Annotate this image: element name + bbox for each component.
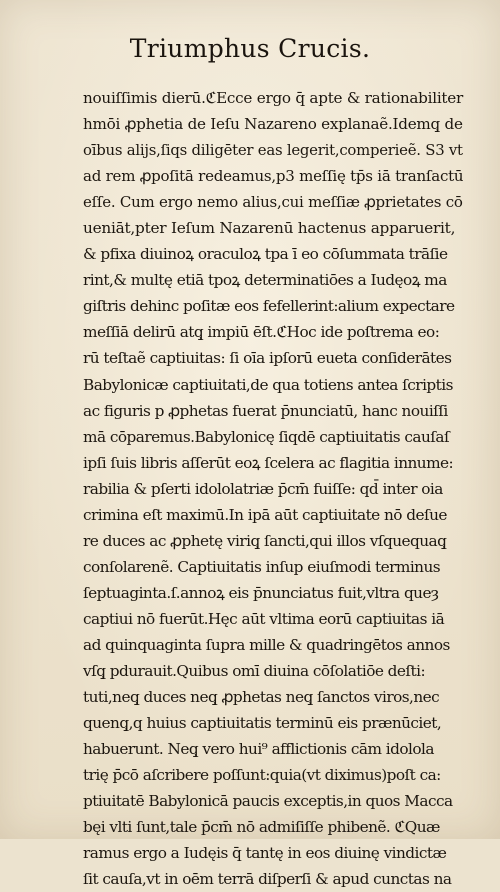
text-line: habuerunt. Neq̧ vero hui⁹ afflictionis cām idolola bbox=[83, 740, 434, 759]
text-line: eſſe. Cum ergo nemo alius,cui meſſiæ ꝓprietates cō bbox=[83, 193, 463, 212]
text-line: hmōi ꝓphetia de Ieſu Nazareno explanaẽ.Idemq̧ de bbox=[83, 115, 463, 134]
text-line: ſit cauſa,vt in oēm terrā diſperſi & apud cunctas na bbox=[83, 870, 452, 889]
text-line: ad quinquaginta ſupra mille & quadringētos annos bbox=[83, 635, 450, 654]
running-title: Triumphus Crucis. bbox=[129, 34, 371, 63]
text-line: re duces ac ꝓphetę viriq̧ ſancti,qui illos vſquequaq̧ bbox=[83, 531, 447, 550]
text-line: rabilia & pſerti idololatriæ p̄cm̄ fuiſſe: qd̄ inter oia bbox=[83, 479, 443, 498]
text-line: rint,& multę etiā tpoꝝ determinatiōes a Iudęoꝝ ma bbox=[83, 271, 447, 290]
text-line: trię p̄cō aſcribere poſſunt:quia(vt diximus)poſt ca: bbox=[83, 766, 441, 785]
text-line: ramus ergo a Iudęis q̄ tantę in eos diuinę vindictæ bbox=[83, 844, 447, 863]
text-line: ptiuitatē Babylonicā paucis exceptis,in quos Macca bbox=[83, 792, 453, 811]
text-line: ueniāt,pter Ieſum Nazarenū hactenus apparuerit, bbox=[83, 219, 456, 238]
text-line: oībus alijs,ſiqs diligēter eas legerit,comperieẽ. S3 vt bbox=[83, 141, 463, 160]
text-line: Babylonicæ captiuitati,de qua totiens antea ſcriptis bbox=[83, 375, 453, 394]
text-line: conſolarenẽ. Captiuitatis inſup eiuſmodi terminus bbox=[83, 557, 441, 576]
text-line: captiui nō fuerūt.Hęc aūt vltima eorū captiuitas iā bbox=[83, 609, 445, 628]
text-line: nouiſſimis dierū.ℭEcce ergo q̄ apte & rationabiliter bbox=[83, 89, 464, 107]
text-line: ac figuris p ꝓphetas fuerat p̄nunciatū, hanc nouiſſi bbox=[83, 401, 448, 420]
text-line: vſq̧ pdurauit.Quibus omī diuina cōſolatiōe deſti: bbox=[83, 662, 426, 681]
text-line: meſſiā delirū atq̧ impiū ēſt.ℭHoc ide poſtrema eo: bbox=[83, 323, 440, 342]
text-line: quenq̧,q huius captiuitatis terminū eis prænūciet, bbox=[83, 714, 442, 733]
text-line: crimina eſt maximū.In ipā aūt captiuitate nō deſue bbox=[83, 505, 447, 524]
text-line: ipſi ſuis libris aſſerūt eoꝝ ſcelera ac flagitia innume: bbox=[83, 453, 454, 472]
text-line: ad rem ꝓpoſitā redeamus,p3 meſſię tp̄s iā tranſactū bbox=[83, 167, 464, 186]
text-line: ſeptuaginta.ſ.annoꝝ eis p̄nunciatus fuit,vltra queȝ bbox=[83, 583, 439, 602]
text-line: rū teſtaẽ captiuitas: ſi oīa ipſorū eueta conſiderātes bbox=[83, 349, 452, 368]
text-block bbox=[83, 85, 463, 892]
running-head bbox=[0, 34, 500, 63]
text-line: & pfixa diuinoꝝ oraculoꝝ tpa ī eo cōſummata trāſie bbox=[83, 245, 448, 264]
text-line: tuti,neq̧ duces neq̧ ꝓphetas neq̧ ſanctos viros,nec bbox=[83, 688, 440, 707]
text-line: bęi vlti ſunt,tale p̄cm̄ nō admiſiſſe phibenẽ. ℭQuæ bbox=[83, 818, 440, 837]
text-line: mā cōparemus.Babylonicę ſiqdē captiuitatis cauſaſ bbox=[83, 427, 450, 446]
text-line: giſtris dehinc poſitæ eos fefellerint:alium expectare bbox=[83, 297, 455, 316]
